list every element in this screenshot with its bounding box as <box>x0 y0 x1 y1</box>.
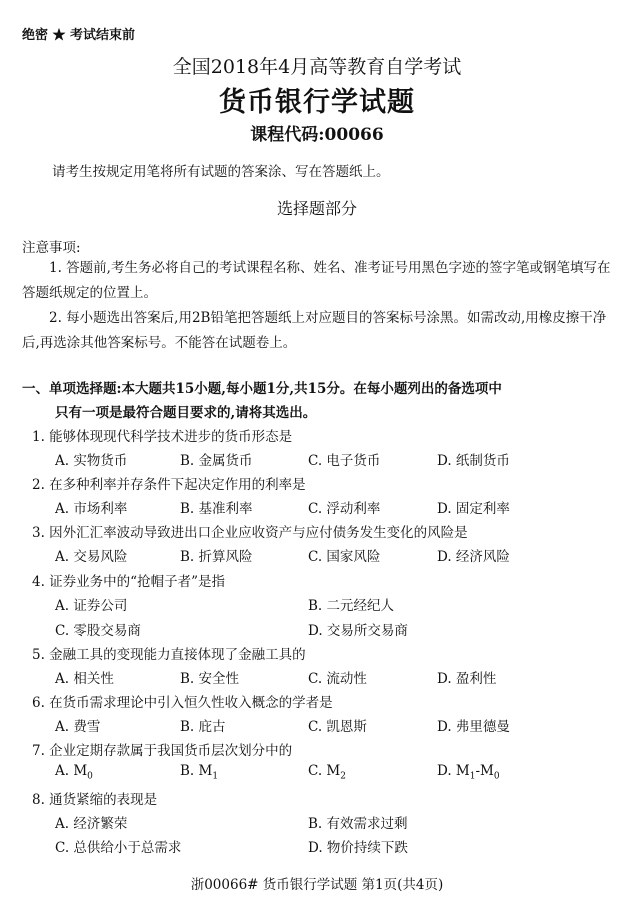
question-stem: 5. 金融工具的变现能力直接体现了金融工具的 <box>32 647 306 663</box>
option: D. 物价持续下跌 <box>308 840 408 856</box>
option: A. 证券公司 <box>55 598 128 614</box>
option: C. 电子货币 <box>308 453 381 469</box>
option: A. 费雪 <box>55 719 101 735</box>
option: C. 凯恩斯 <box>308 719 367 735</box>
option: A. 实物货币 <box>55 453 128 469</box>
exam-title: 全国2018年4月高等教育自学考试 <box>172 56 462 78</box>
part1-heading-line1: 一、单项选择题:本大题共15小题,每小题1分,共15分。在每小题列出的备选项中 <box>22 381 502 397</box>
option: C. 流动性 <box>308 671 367 687</box>
option: A. 经济繁荣 <box>55 816 128 832</box>
secret-label: 绝密 ★ 考试结束前 <box>22 28 136 43</box>
option: B. 安全性 <box>180 671 240 687</box>
option: B. 金属货币 <box>180 453 253 469</box>
option: A. $M_0$ <box>55 763 93 782</box>
option: B. 基准利率 <box>180 501 253 517</box>
option: D. $M_1-M_0$ <box>437 763 500 782</box>
option: D. 交易所交易商 <box>308 623 408 639</box>
option: B. 折算风险 <box>180 549 253 565</box>
notes-heading: 注意事项: <box>22 240 81 256</box>
question-stem: 6. 在货币需求理论中引入恒久性收入概念的学者是 <box>32 695 333 711</box>
question-stem: 2. 在多种利率并存条件下起决定作用的利率是 <box>32 477 306 493</box>
option: D. 经济风险 <box>437 549 510 565</box>
option: D. 弗里德曼 <box>437 719 510 735</box>
option: D. 纸制货币 <box>437 453 510 469</box>
option: A. 相关性 <box>55 671 114 687</box>
question-stem: 3. 因外汇汇率波动导致进出口企业应收资产与应付债务发生变化的风险是 <box>32 525 468 541</box>
option: C. 浮动利率 <box>308 501 381 517</box>
course-code: 课程代码:00066 <box>250 125 384 145</box>
note-item: 2. 每小题选出答案后,用2B铅笔把答题纸上对应题目的答案标号涂黑。如需改动,用橡皮擦干净后,再选涂其他答案标号。不能答在试题卷上。 <box>22 310 607 351</box>
option: A. 市场利率 <box>55 501 128 517</box>
section-title: 选择题部分 <box>276 199 357 218</box>
option: C. 国家风险 <box>308 549 381 565</box>
option: B. 二元经纪人 <box>308 598 395 614</box>
option: B. 庇古 <box>180 719 226 735</box>
paper-title: 货币银行学试题 <box>219 87 415 118</box>
question-stem: 1. 能够体现现代科学技术进步的货币形态是 <box>32 429 293 445</box>
question-stem: 4. 证券业务中的“抢帽子者”是指 <box>32 574 225 590</box>
part1-heading-line2: 只有一项是最符合题目要求的,请将其选出。 <box>55 405 317 421</box>
note-item: 1. 答题前,考生务必将自己的考试课程名称、姓名、准考证号用黑色字迹的签字笔或钢笔填写在答题纸规定的位置上。 <box>22 260 611 301</box>
question-stem: 8. 通货紧缩的表现是 <box>32 792 158 808</box>
page-footer: 浙00066# 货币银行学试题 第1页(共4页) <box>190 877 444 893</box>
option: A. 交易风险 <box>55 549 128 565</box>
option: C. 总供给小于总需求 <box>55 840 182 856</box>
option: C. 零股交易商 <box>55 623 141 639</box>
option: C. $M_2$ <box>308 763 346 782</box>
option: D. 盈利性 <box>437 671 497 687</box>
option: D. 固定利率 <box>437 501 510 517</box>
option: B. 有效需求过剩 <box>308 816 408 832</box>
question-stem: 7. 企业定期存款属于我国货币层次划分中的 <box>32 743 293 759</box>
option: B. $M_1$ <box>180 763 219 782</box>
instruction: 请考生按规定用笔将所有试题的答案涂、写在答题纸上。 <box>52 164 390 180</box>
